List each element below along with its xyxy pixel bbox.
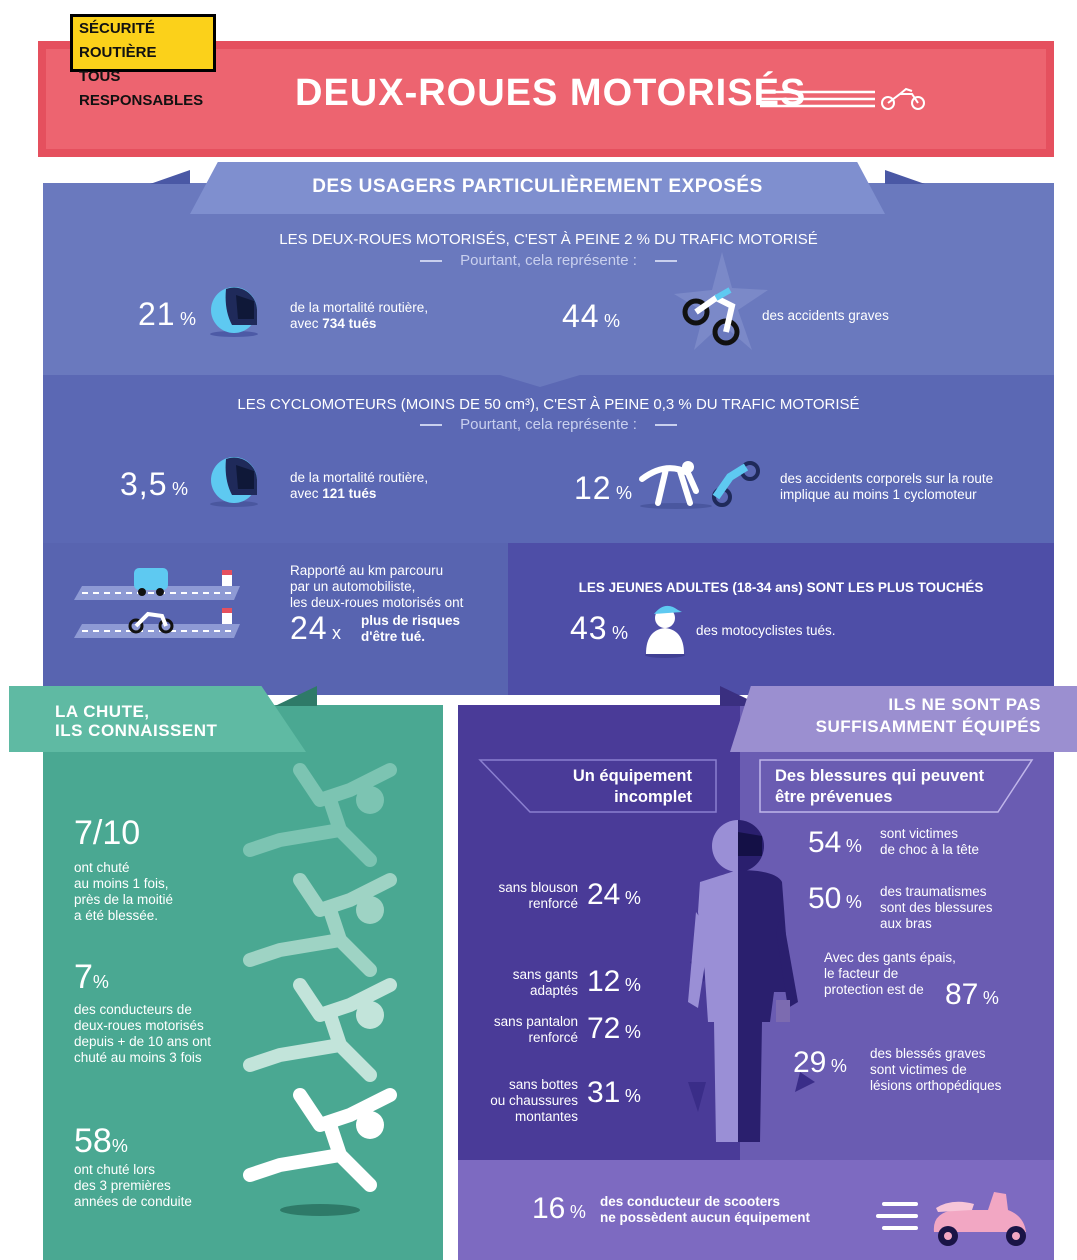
stat-text-line: des accidents corporels sur la route — [780, 471, 994, 486]
section-title: DES USAGERS PARTICULIÈREMENT EXPOSÉS — [312, 176, 763, 197]
stat-moped-accidents — [574, 470, 632, 507]
stat-value: 3,5 — [120, 466, 168, 502]
injury-line: des blessés graves — [870, 1046, 986, 1061]
orthopedic-text — [870, 1046, 1001, 1094]
risk-multiplier — [290, 610, 341, 647]
stat-text-prefix: avec — [290, 486, 319, 501]
brand-line1: SÉCURITÉ ROUTIÈRE — [79, 20, 157, 61]
pourtant-label: Pourtant, cela représente : — [460, 252, 637, 269]
equip-line: sans bottes — [508, 1077, 578, 1092]
injury-line: sont des blessures — [880, 900, 993, 915]
falls-line: a été blessée. — [74, 908, 159, 923]
serious-accidents-text: des accidents graves — [762, 308, 889, 323]
stat-value: 87 — [945, 978, 979, 1011]
stat-value: 29 — [793, 1046, 827, 1079]
equip-line: renforcé — [528, 896, 578, 911]
no-trousers-text — [470, 1014, 578, 1046]
stat-text-line — [290, 316, 428, 332]
injury-line: Avec des gants épais, — [824, 950, 956, 965]
injury-line: aux bras — [880, 916, 932, 931]
stat-unit: % — [111, 1136, 128, 1156]
injury-line: protection est de — [824, 982, 924, 997]
title-line: Un équipement — [572, 767, 692, 785]
falls-line: années de conduite — [74, 1194, 192, 1209]
stat-text-line: de la mortalité routière, — [290, 300, 429, 315]
head-injuries-stat — [808, 826, 862, 860]
stat-value: 7 — [74, 958, 93, 996]
stat-text-prefix: avec — [290, 316, 319, 331]
pourtant-label: Pourtant, cela représente : — [460, 416, 637, 433]
falls-line: des 3 premières — [74, 1178, 171, 1193]
no-gloves-stat — [587, 965, 641, 999]
injury-line: sont victimes de — [870, 1062, 967, 1077]
equip-line: montantes — [514, 1109, 578, 1124]
scooter-stat — [532, 1192, 586, 1226]
divider — [420, 260, 442, 262]
stat-value: 24 — [587, 878, 621, 911]
injury-line: lésions orthopédiques — [870, 1078, 1002, 1093]
equip-line: sans pantalon — [493, 1014, 578, 1029]
falls-line: ont chuté — [74, 860, 130, 875]
stat-text-line: de la mortalité routière, — [290, 470, 429, 485]
falls-tag-text — [55, 702, 217, 740]
stat-value: 44 — [562, 298, 600, 334]
stat-value: 31 — [587, 1076, 621, 1109]
equipment-tag-text — [740, 694, 1041, 738]
falls-stat3 — [74, 1122, 128, 1161]
scooter-text — [600, 1194, 810, 1226]
no-boots-stat — [587, 1076, 641, 1110]
arm-injuries-text — [880, 884, 993, 932]
page-title: DEUX-ROUES MOTORISÉS — [295, 72, 807, 114]
stat-value: 50 — [808, 882, 842, 915]
falls-line: chuté au moins 3 fois — [74, 1050, 202, 1065]
no-trousers-stat — [587, 1012, 641, 1046]
stat-unit: % — [624, 1022, 641, 1042]
panel-arrow — [500, 375, 580, 389]
stat-unit: % — [624, 1086, 641, 1106]
falls-line: au moins 1 fois, — [74, 876, 169, 891]
stat-value: 58 — [74, 1122, 112, 1160]
no-boots-text — [470, 1077, 578, 1125]
motorized-pourtant-row — [43, 252, 1054, 270]
incomplete-equipment-title — [530, 766, 692, 808]
stat-value: 12 — [587, 965, 621, 998]
equip-line: sans blouson — [498, 880, 578, 895]
title-line: incomplet — [614, 788, 692, 806]
stat-value: 12 — [574, 470, 612, 506]
stat-unit: % — [830, 1056, 847, 1076]
falls-tag-line: LA CHUTE, — [55, 702, 150, 721]
stat-value: 24 — [290, 610, 328, 646]
falls-line: ont chuté lors — [74, 1162, 156, 1177]
brand-logo — [70, 14, 216, 109]
stat-unit: % — [92, 972, 109, 992]
stat-unit: % — [845, 892, 862, 912]
stat-unit: % — [624, 888, 641, 908]
stat-value: 72 — [587, 1012, 621, 1045]
falls-line: des conducteurs de — [74, 1002, 192, 1017]
stat-text-line: implique au moins 1 cyclomoteur — [780, 487, 977, 502]
falls-stat1-value: 7/10 — [74, 814, 141, 852]
stat-unit: x — [332, 623, 342, 643]
stat-serious-accidents — [562, 298, 620, 335]
falls-stat3-text — [74, 1162, 192, 1210]
young-rider-icon — [642, 600, 688, 658]
gloves-protection-text — [824, 950, 956, 998]
scooter-icon — [876, 1186, 1036, 1250]
motorbike-crash-icon — [672, 250, 772, 354]
preventable-injuries-title — [775, 766, 984, 808]
stat-unit: % — [624, 975, 641, 995]
no-jacket-stat — [587, 878, 641, 912]
injury-line: le facteur de — [824, 966, 899, 981]
stat-text-line — [290, 486, 428, 502]
falls-stat2-text — [74, 1002, 211, 1066]
risk-line: par un automobiliste, — [290, 579, 416, 594]
stat-unit: % — [616, 483, 633, 503]
stat-value: 43 — [570, 610, 608, 646]
falls-stat2 — [74, 958, 109, 997]
stat-mortality-mopeds — [120, 466, 188, 503]
risk-bold-text — [361, 613, 460, 645]
injury-line: des traumatismes — [880, 884, 987, 899]
falls-tag-line: ILS CONNAISSENT — [55, 721, 218, 740]
scooter-line: ne possèdent aucun équipement — [600, 1210, 811, 1225]
title-line: être prévenues — [775, 788, 893, 806]
young-text: des motocyclistes tués. — [696, 623, 836, 638]
orthopedic-stat — [793, 1046, 847, 1080]
risk-line: les deux-roues motorisés ont — [290, 595, 464, 610]
risk-bold-line: d'être tué. — [361, 629, 425, 644]
injury-line: sont victimes — [880, 826, 959, 841]
gloves-protection-stat — [945, 978, 999, 1012]
equip-line: ou chaussures — [490, 1093, 578, 1108]
stat-unit: % — [180, 309, 197, 329]
no-jacket-text — [470, 880, 578, 912]
road-comparison-icon — [72, 566, 244, 642]
motorized-headline: LES DEUX-ROUES MOTORISÉS, C'EST À PEINE 2 % DU TRAFIC MOTORISÉ — [279, 231, 818, 248]
falls-line: depuis + de 10 ans ont — [74, 1034, 211, 1049]
stat-value: 16 — [532, 1192, 566, 1225]
speed-lines-motorbike-icon — [760, 86, 930, 112]
stat-young — [570, 610, 628, 647]
risk-text — [290, 563, 463, 611]
equip-line: sans gants — [512, 967, 578, 982]
injury-line: de choc à la tête — [880, 842, 980, 857]
young-headline: LES JEUNES ADULTES (18-34 ans) SONT LES PLUS TOUCHÉS — [578, 580, 984, 595]
helmet-icon — [206, 285, 262, 337]
stat-unit: % — [612, 623, 629, 643]
stat-bold: 734 tués — [322, 316, 377, 331]
no-gloves-text — [470, 967, 578, 999]
stat-bold: 121 tués — [322, 486, 377, 501]
moped-fall-icon — [636, 455, 762, 511]
stat-unit: % — [569, 1202, 586, 1222]
brand-line2: TOUS RESPONSABLES — [79, 68, 204, 109]
stat-value: 21 — [138, 296, 176, 332]
divider — [655, 424, 677, 426]
falls-line: deux-roues motorisés — [74, 1018, 204, 1033]
stat-mopeds-mortality-text — [290, 470, 428, 502]
stat-mortality-motorized — [138, 296, 196, 333]
head-injuries-text — [880, 826, 979, 858]
scooter-line: des conducteur de scooters — [600, 1194, 781, 1209]
stat-value: 54 — [808, 826, 842, 859]
equipped-rider-icon — [670, 812, 820, 1157]
moped-accidents-text — [780, 471, 993, 503]
risk-line: Rapporté au km parcouru — [290, 563, 444, 578]
mopeds-pourtant-row — [43, 416, 1054, 434]
divider — [420, 424, 442, 426]
equipment-tag-line: ILS NE SONT PAS — [888, 695, 1041, 714]
equip-line: adaptés — [529, 983, 578, 998]
falls-line: près de la moitié — [74, 892, 174, 907]
stat-unit: % — [171, 479, 188, 499]
helmet-icon — [206, 455, 262, 507]
arm-injuries-stat — [808, 882, 862, 916]
stat-unit: % — [845, 836, 862, 856]
falls-stat1-text — [74, 860, 173, 924]
equip-line: renforcé — [528, 1030, 578, 1045]
stat-mortality-text — [290, 300, 428, 332]
mopeds-headline: LES CYCLOMOTEURS (MOINS DE 50 cm³), C'EST À PEINE 0,3 % DU TRAFIC MOTORISÉ — [237, 396, 860, 413]
stat-unit: % — [604, 311, 621, 331]
tag-fold — [275, 676, 317, 706]
title-line: Des blessures qui peuvent — [775, 767, 985, 785]
stat-unit: % — [982, 988, 999, 1008]
equipment-tag-line: SUFFISAMMENT ÉQUIPÉS — [815, 717, 1041, 736]
risk-bold-line: plus de risques — [361, 613, 461, 628]
falling-person-icon — [240, 760, 420, 1220]
